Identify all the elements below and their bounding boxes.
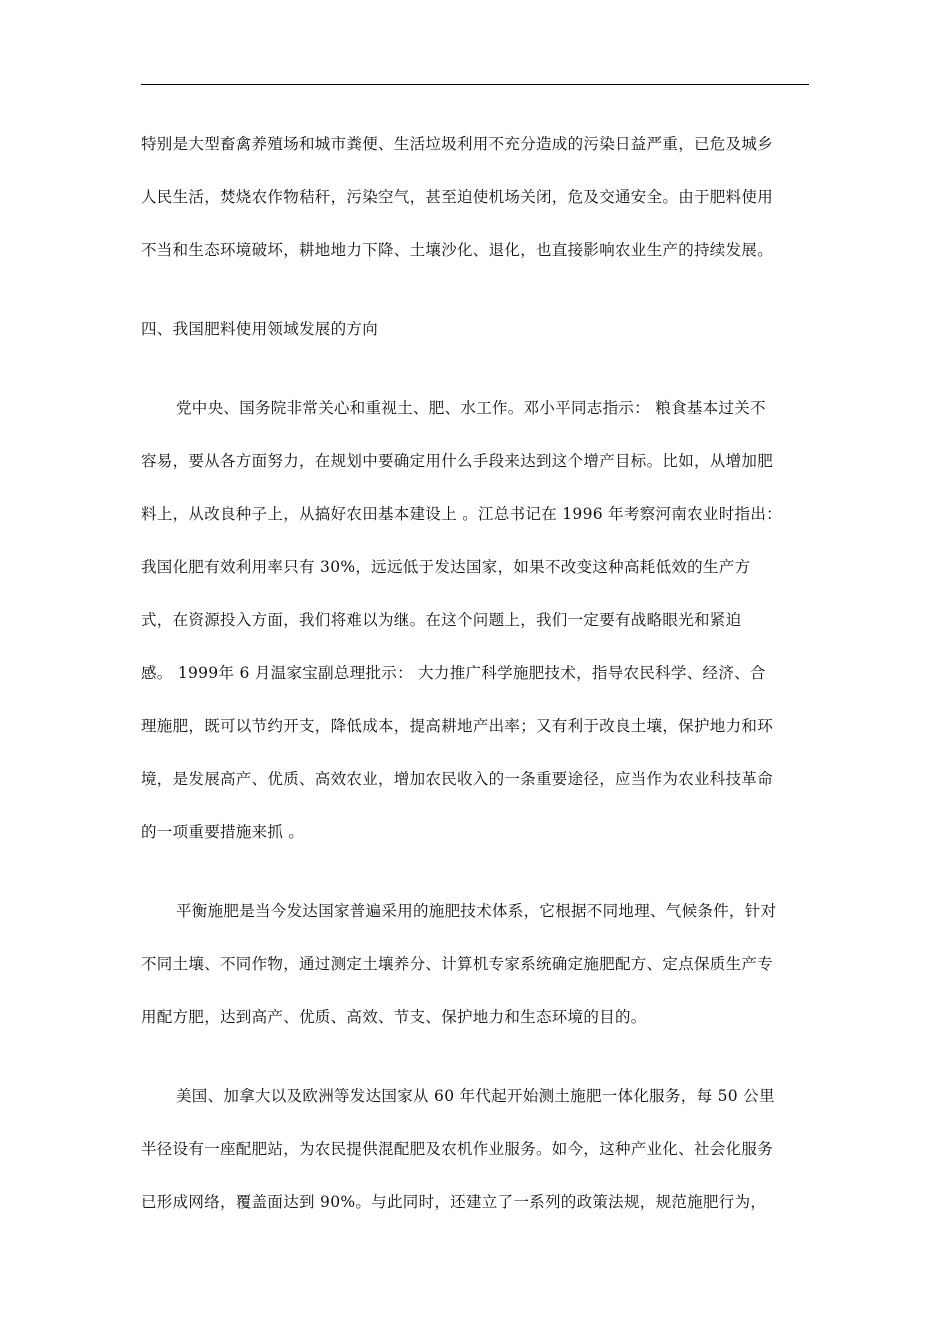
header-rule [141, 84, 809, 85]
section-heading: 四、我国肥料使用领域发展的方向 [141, 320, 379, 338]
text-line: 人民生活，焚烧农作物秸秆，污染空气，甚至迫使机场关闭，危及交通安全。由于肥料使用 [141, 188, 774, 206]
text-line: 式，在资源投入方面，我们将难以为继。在这个问题上，我们一定要有战略眼光和紧迫 [141, 611, 742, 629]
text-line: 用配方肥，达到高产、优质、高效、节支、保护地力和生态环境的目的。 [141, 1008, 647, 1026]
text-line: 不当和生态环境破坏，耕地地力下降、土壤沙化、退化，也直接影响农业生产的持续发展。 [141, 241, 774, 259]
text-line: 不同土壤、不同作物，通过测定土壤养分、计算机专家系统确定施肥配方、定点保质生产专 [141, 955, 774, 973]
text-line: 料上，从改良种子上，从搞好农田基本建设上 。江总书记在 1996 年考察河南农业时指出： [141, 505, 782, 523]
text-line: 容易，要从各方面努力，在规划中要确定用什么手段来达到这个增产目标。比如，从增加肥 [141, 452, 774, 470]
text-line: 美国、加拿大以及欧洲等发达国家从 60 年代起开始测土施肥一体化服务，每 50 公里 [176, 1087, 775, 1105]
text-line: 党中央、国务院非常关心和重视土、肥、水工作。邓小平同志指示： 粮食基本过关不 [176, 399, 766, 417]
text-line: 特别是大型畜禽养殖场和城市粪便、生活垃圾利用不充分造成的污染日益严重，已危及城乡 [141, 135, 774, 153]
text-line: 我国化肥有效利用率只有 30%，远远低于发达国家，如果不改变这种高耗低效的生产方 [141, 558, 751, 576]
text-line: 平衡施肥是当今发达国家普遍采用的施肥技术体系，它根据不同地理、气候条件，针对 [176, 902, 777, 920]
text-line: 半径设有一座配肥站，为农民提供混配肥及农机作业服务。如今，这种产业化、社会化服务 [141, 1140, 774, 1158]
text-line: 已形成网络，覆盖面达到 90%。与此同时，还建立了一系列的政策法规，规范施肥行为， [141, 1193, 767, 1211]
text-line: 的一项重要措施来抓 。 [141, 823, 305, 841]
text-line: 境，是发展高产、优质、高效农业，增加农民收入的一条重要途径，应当作为农业科技革命 [141, 770, 774, 788]
text-line: 感。 1999年 6 月温家宝副总理批示： 大力推广科学施肥技术，指导农民科学、经济、合 [141, 664, 766, 682]
text-line: 理施肥，既可以节约开支，降低成本，提高耕地产出率；又有利于改良土壤，保护地力和环 [141, 717, 774, 735]
